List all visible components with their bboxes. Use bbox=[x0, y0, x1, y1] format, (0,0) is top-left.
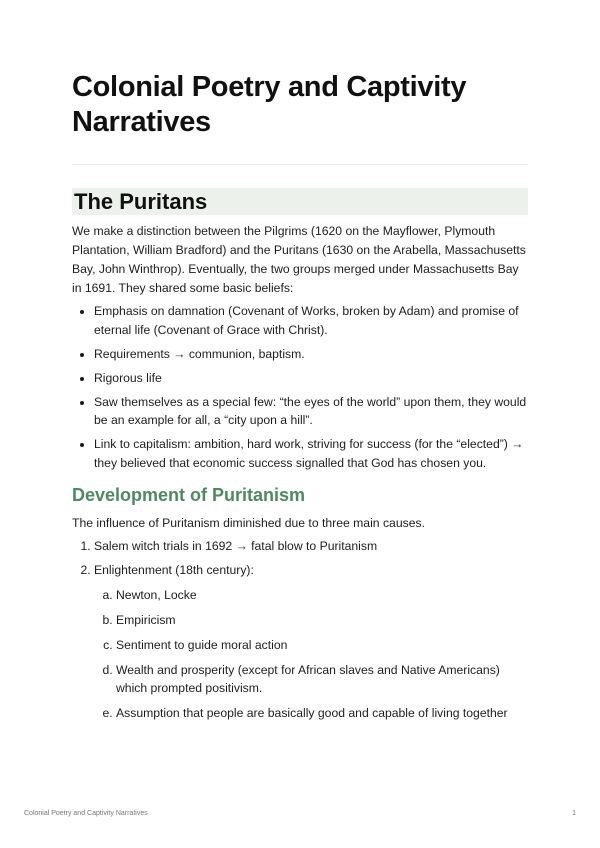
section-heading: The Puritans bbox=[72, 188, 528, 215]
page-footer bbox=[24, 810, 576, 817]
list-item: b. Empiricism bbox=[116, 611, 528, 630]
list-item: a. Newton, Locke bbox=[116, 586, 528, 605]
document-page bbox=[72, 70, 528, 729]
subsection-heading: Development of Puritanism bbox=[72, 485, 306, 505]
footer-title: Colonial Poetry and Captivity Narratives bbox=[24, 810, 148, 817]
list-item: e. Assumption that people are basically good and capable of living together bbox=[116, 704, 528, 723]
list-item: • Link to capitalism: ambition, hard work, striving for success (for the “elected”) → they believed that economic success signalled that God has chosen you. bbox=[94, 435, 528, 472]
list-item bbox=[94, 561, 528, 723]
causes-list bbox=[72, 537, 528, 723]
list-item: 1. Salem witch trials in 1692 → fatal blow to Puritanism bbox=[94, 537, 528, 556]
section-intro: We make a distinction between the Pilgrims (1620 on the Mayflower, Plymouth Plantation, William Bradford) and the Puritans (1630 on the Arabella, Massachusetts Bay, John Winthrop). Eventually, the two groups merged under Massachusetts Bay in 1691. They shared some basic beliefs: bbox=[72, 224, 526, 295]
list-item: • Saw themselves as a special few: “the eyes of the world” upon them, they would be an example for all, a “city upon a hill”. bbox=[94, 393, 528, 430]
beliefs-list bbox=[72, 302, 528, 472]
list-item: d. Wealth and prosperity (except for African slaves and Native Americans) which prompted positivism. bbox=[116, 661, 528, 698]
list-item: c. Sentiment to guide moral action bbox=[116, 636, 528, 655]
title-divider bbox=[72, 164, 528, 165]
list-item: • Emphasis on damnation (Covenant of Works, broken by Adam) and promise of eternal life (Covenant of Grace with Christ). bbox=[94, 302, 528, 339]
document-title: Colonial Poetry and Captivity Narratives bbox=[72, 71, 467, 138]
subsection-intro: The influence of Puritanism diminished due to three main causes. bbox=[72, 516, 425, 530]
page-number: 1 bbox=[572, 810, 576, 817]
enlightenment-sublist bbox=[94, 586, 528, 723]
list-item: • Rigorous life bbox=[94, 369, 528, 388]
list-item-text: Enlightenment (18th century): bbox=[94, 563, 254, 577]
list-item: • Requirements → communion, baptism. bbox=[94, 345, 528, 364]
